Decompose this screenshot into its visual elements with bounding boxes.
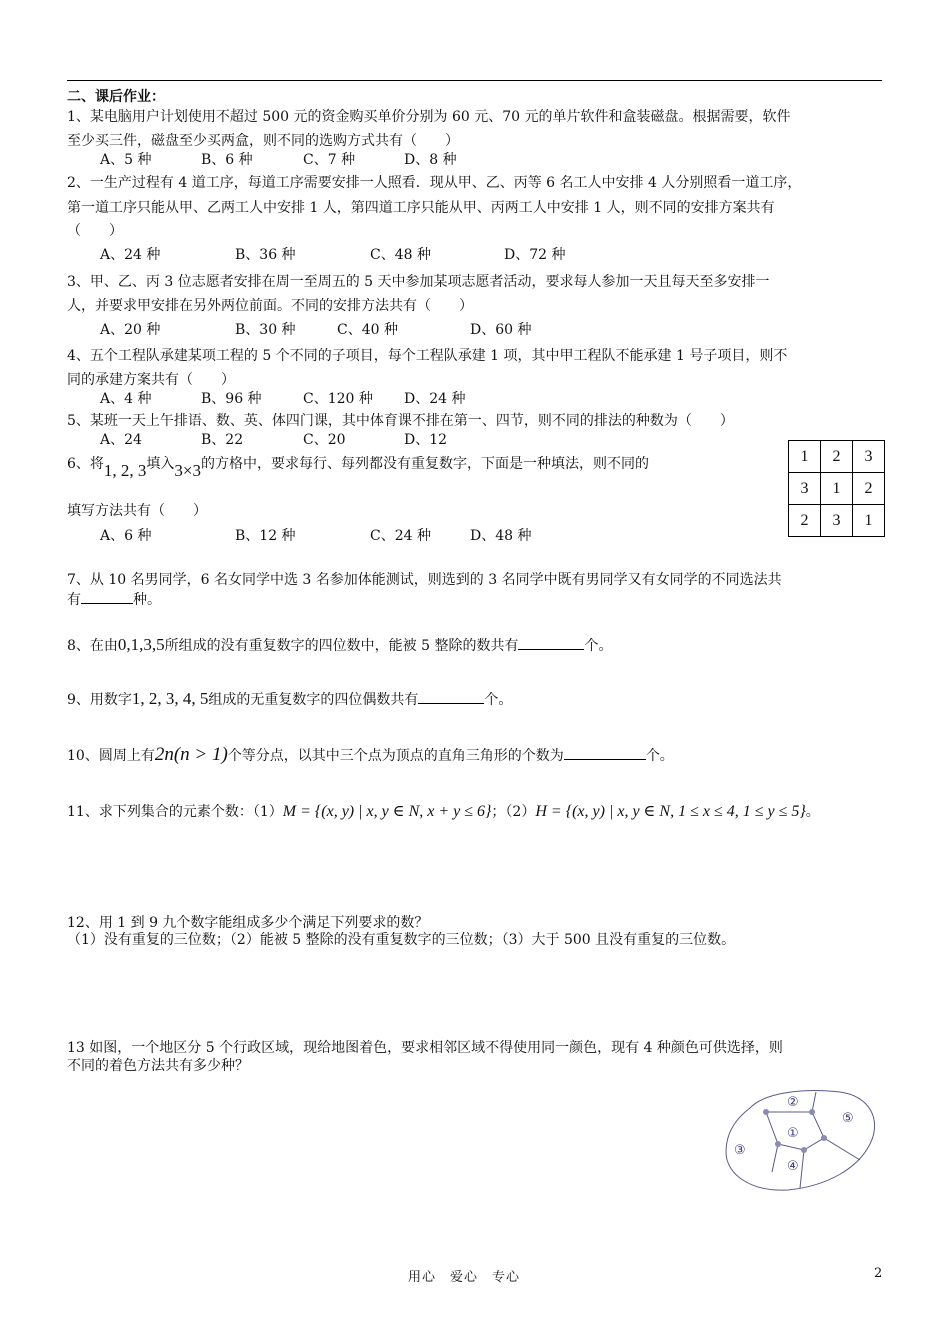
map-boundary [800, 1150, 804, 1188]
grid-cell: 1 [821, 473, 853, 505]
q3-line2: 人，并要求甲安排在另外两位前面。不同的安排方法共有（ ） [67, 298, 473, 314]
grid-row [789, 473, 885, 505]
grid-row [789, 441, 885, 473]
q8-prefix: 8、在由 [67, 638, 118, 654]
q9-suffix: 组成的无重复数字的四位偶数共有 [208, 692, 419, 708]
page-number: 2 [874, 1266, 883, 1281]
header-rule [67, 80, 882, 81]
q1-option-c: C、7 种 [303, 152, 356, 168]
q2-option-c: C、48 种 [370, 247, 431, 263]
q7-line2-suffix: 种。 [133, 592, 161, 608]
region-label-4: ④ [787, 1159, 799, 1174]
q8-end: 个。 [584, 638, 613, 654]
q11-prefix: 11、求下列集合的元素个数：（1） [67, 804, 283, 820]
q11-set-h: H = {(x, y) | x, y ∈ N, 1 ≤ x ≤ 4, 1 ≤ y ≤ 5} [535, 803, 806, 820]
q4-option-c: C、120 种 [303, 391, 373, 407]
q6-math-size: 3×3 [174, 461, 202, 480]
q10-answer-blank [564, 745, 646, 760]
region-label-2: ② [787, 1095, 799, 1110]
q6-option-a: A、6 种 [100, 528, 152, 544]
q1-option-b: B、6 种 [201, 152, 253, 168]
q5-option-a: A、24 [100, 432, 142, 448]
q2-line1: 2、一生产过程有 4 道工序，每道工序需要安排一人照看．现从甲、乙、丙等 6 名工人中安排 4 人分别照看一道工序， [67, 175, 802, 191]
q3-option-c: C、40 种 [337, 322, 398, 338]
map-node [809, 1109, 815, 1115]
q8-answer-blank [518, 635, 584, 650]
q11-sep: ；（2） [491, 804, 536, 820]
q2-option-b: B、36 种 [235, 247, 296, 263]
map-node [763, 1109, 769, 1115]
q1-line1: 1、某电脑用户计划使用不超过 500 元的资金购买单价分别为 60 元、70 元的单片软件和盒装磁盘。根据需要，软件 [67, 109, 791, 125]
q12-line1: 12、用 1 到 9 九个数字能组成多少个满足下列要求的数？ [67, 915, 429, 931]
q2-line3: （ ） [67, 223, 123, 239]
map-node [801, 1147, 807, 1153]
q5-option-d: D、12 [404, 432, 448, 448]
grid-cell: 2 [789, 505, 821, 537]
q7-line2-prefix: 有 [67, 592, 81, 608]
q5-line1: 5、某班一天上午排语、数、英、体四门课，其中体育课不排在第一、四节，则不同的排法的种数为（ ） [67, 413, 734, 429]
grid-row [789, 505, 885, 537]
q9-line [67, 688, 512, 711]
q7-line1: 7、从 10 名男同学，6 名女同学中选 3 名参加体能测试，则选到的 3 名同学中既有男同学又有女同学的不同选法共 [67, 572, 782, 588]
q4-line1: 4、五个工程队承建某项工程的 5 个不同的子项目，每个工程队承建 1 项，其中甲工程队不能承建 1 号子项目，则不 [67, 348, 788, 364]
grid-cell: 2 [821, 441, 853, 473]
q10-line [67, 744, 674, 767]
q7-line2 [67, 589, 161, 611]
q6-mid: 填入 [146, 456, 175, 472]
grid-cell: 3 [853, 441, 885, 473]
section-title: 二、课后作业： [67, 89, 165, 105]
q1-option-a: A、5 种 [100, 152, 152, 168]
q9-end: 个。 [484, 692, 513, 708]
q10-math: 2n(n > 1) [154, 744, 228, 765]
map-node [775, 1141, 781, 1147]
q11-set-m: M = {(x, y) | x, y ∈ N, x + y ≤ 6} [282, 803, 492, 820]
q6-prefix: 6、将 [67, 456, 104, 472]
q3-option-b: B、30 种 [235, 322, 296, 338]
q9-prefix: 9、用数字 [67, 692, 132, 708]
q7-answer-blank [81, 589, 133, 604]
q1-line2: 至少买三件，磁盘至少买两盒，则不同的选购方式共有（ ） [67, 133, 459, 149]
q10-suffix: 个等分点，以其中三个点为顶点的直角三角形的个数为 [227, 748, 564, 764]
q6-line1 [67, 452, 650, 480]
grid-cell: 3 [821, 505, 853, 537]
q6-option-b: B、12 种 [235, 528, 296, 544]
q2-option-a: A、24 种 [100, 247, 161, 263]
q3-option-a: A、20 种 [100, 322, 161, 338]
example-grid [788, 440, 885, 537]
q11-end: 。 [805, 804, 820, 820]
q6-option-d: D、48 种 [470, 528, 532, 544]
region-label-3: ③ [734, 1143, 746, 1158]
map-outline [726, 1091, 875, 1191]
q13-line2: 不同的着色方法共有多少种？ [67, 1058, 249, 1074]
map-boundary [812, 1092, 816, 1112]
q6-suffix: 的方格中，要求每行、每列都没有重复数字，下面是一种填法，则不同的 [201, 456, 650, 472]
q5-option-b: B、22 [201, 432, 244, 448]
region-map [720, 1082, 880, 1194]
q13-line1: 13 如图，一个地区分 5 个行政区域，现给地图着色，要求相邻区域不得使用同一颜色，现有 4 种颜色可供选择，则 [67, 1040, 783, 1056]
region-label-1: ① [787, 1126, 799, 1141]
q8-line [67, 634, 612, 657]
q6-math-digits: 1, 2, 3 [103, 461, 147, 480]
grid-cell: 1 [789, 441, 821, 473]
q6-option-c: C、24 种 [370, 528, 431, 544]
q4-line2: 同的承建方案共有（ ） [67, 372, 235, 388]
q9-math: 1, 2, 3, 4, 5 [131, 689, 209, 708]
q8-suffix: 所组成的没有重复数字的四位数中，能被 5 整除的数共有 [164, 638, 519, 654]
q1-option-d: D、8 种 [404, 152, 457, 168]
page-footer: 用心 爱心 专心 [408, 1270, 521, 1285]
map-boundary [824, 1138, 860, 1160]
region-label-5: ⑤ [842, 1111, 854, 1126]
q4-option-a: A、4 种 [100, 391, 152, 407]
q3-line1: 3、甲、乙、丙 3 位志愿者安排在周一至周五的 5 天中参加某项志愿者活动，要求每人参加一天且每天至多安排一 [67, 274, 770, 290]
q12-line2: （1）没有重复的三位数；（2）能被 5 整除的没有重复数字的三位数；（3）大于 500 且没有重复的三位数。 [67, 932, 736, 948]
q6-line2: 填写方法共有（ ） [67, 503, 207, 519]
grid-cell: 1 [853, 505, 885, 537]
map-node [821, 1135, 827, 1141]
q9-answer-blank [418, 689, 484, 704]
grid-cell: 3 [789, 473, 821, 505]
q4-option-d: D、24 种 [404, 391, 466, 407]
q8-math: 0,1,3,5 [117, 635, 165, 654]
q2-option-d: D、72 种 [504, 247, 566, 263]
q10-end: 个。 [645, 748, 674, 764]
grid-cell: 2 [853, 473, 885, 505]
q11-line [67, 801, 820, 823]
q5-option-c: C、20 [303, 432, 346, 448]
q10-prefix: 10、圆周上有 [67, 748, 155, 764]
q4-option-b: B、96 种 [201, 391, 262, 407]
q2-line2: 第一道工序只能从甲、乙两工人中安排 1 人，第四道工序只能从甲、丙两工人中安排 1 人，则不同的安排方案共有 [67, 200, 775, 216]
q3-option-d: D、60 种 [470, 322, 532, 338]
